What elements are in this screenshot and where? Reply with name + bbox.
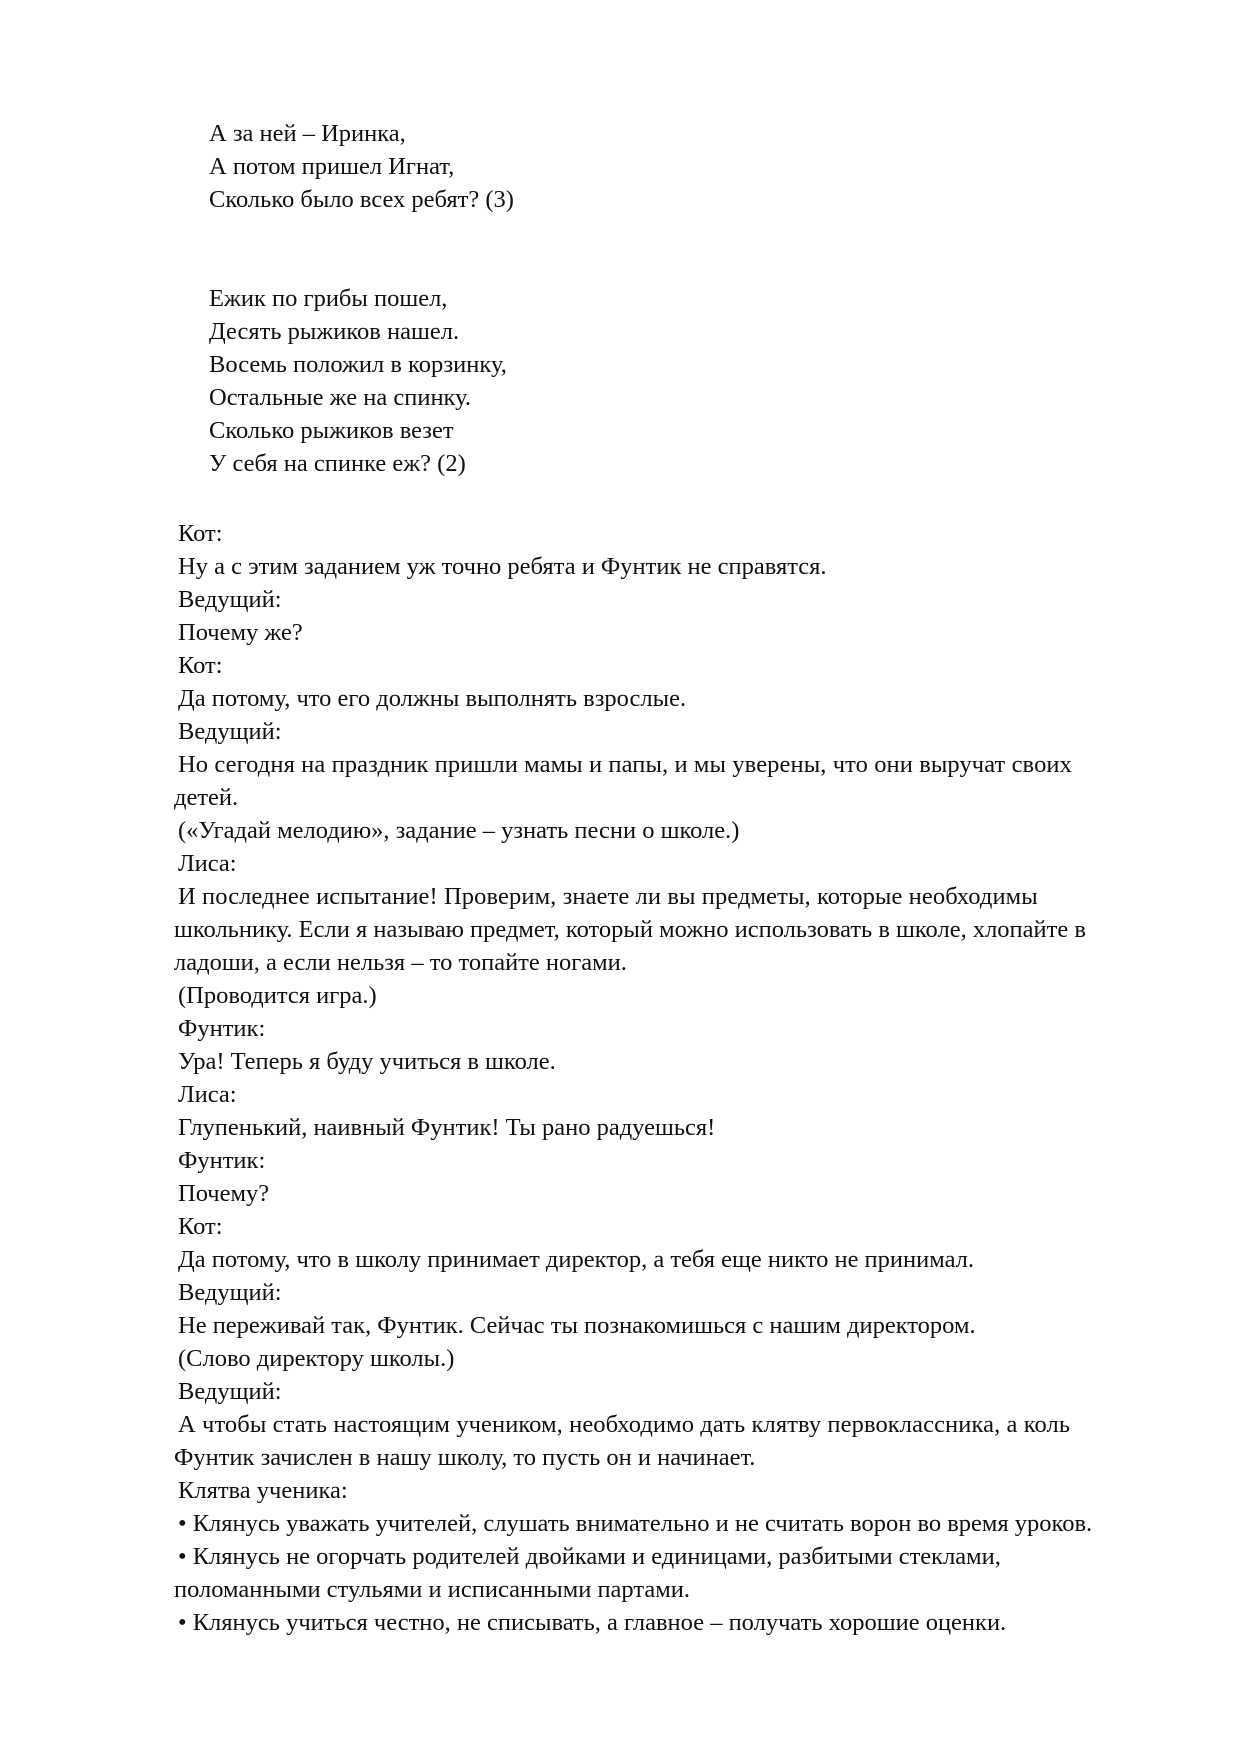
speaker-label: Лиса: bbox=[178, 850, 237, 877]
oath-item-continuation: поломанными стульями и исписанными партами. bbox=[174, 1576, 690, 1603]
verse-line: Ежик по грибы пошел, bbox=[209, 285, 448, 312]
dialogue-line: Ну а с этим заданием уж точно ребята и Фунтик не справятся. bbox=[178, 553, 827, 580]
verse-line: У себя на спинке еж? (2) bbox=[209, 450, 466, 477]
speaker-label: Кот: bbox=[178, 520, 223, 547]
dialogue-line: Почему же? bbox=[178, 619, 303, 646]
oath-title: Клятва ученика: bbox=[178, 1477, 348, 1504]
speaker-label: Фунтик: bbox=[178, 1147, 266, 1174]
dialogue-line: Глупенький, наивный Фунтик! Ты рано радуешься! bbox=[178, 1114, 716, 1141]
verse-line: Восемь положил в корзинку, bbox=[209, 351, 507, 378]
speaker-label: Лиса: bbox=[178, 1081, 237, 1108]
dialogue-line: Но сегодня на праздник пришли мамы и папы, и мы уверены, что они выручат своих bbox=[178, 751, 1072, 778]
speaker-label: Кот: bbox=[178, 1213, 223, 1240]
riddle-verse-2 bbox=[209, 282, 507, 480]
dialogue-line: Фунтик зачислен в нашу школу, то пусть он и начинает. bbox=[174, 1444, 756, 1471]
verse-line: А за ней – Иринка, bbox=[209, 120, 406, 147]
verse-line: Десять рыжиков нашел. bbox=[209, 318, 460, 345]
dialogue-line: Не переживай так, Фунтик. Сейчас ты познакомишься с нашим директором. bbox=[178, 1312, 976, 1339]
oath-item: • Клянусь учиться честно, не списывать, а главное – получать хорошие оценки. bbox=[178, 1609, 1007, 1636]
dialogue-line: детей. bbox=[174, 784, 239, 811]
riddle-verse-1 bbox=[209, 117, 514, 216]
verse-line: Сколько было всех ребят? (3) bbox=[209, 186, 514, 213]
speaker-label: Ведущий: bbox=[178, 1279, 282, 1306]
oath-item: • Клянусь уважать учителей, слушать внимательно и не считать ворон во время уроков. bbox=[178, 1510, 1093, 1537]
stage-direction: (Слово директору школы.) bbox=[178, 1345, 455, 1372]
speaker-label: Ведущий: bbox=[178, 586, 282, 613]
oath-item: • Клянусь не огорчать родителей двойками и единицами, разбитыми стеклами, bbox=[178, 1543, 1001, 1570]
speaker-label: Ведущий: bbox=[178, 1378, 282, 1405]
dialogue-line: Ура! Теперь я буду учиться в школе. bbox=[178, 1048, 556, 1075]
speaker-label: Фунтик: bbox=[178, 1015, 266, 1042]
verse-line: Остальные же на спинку. bbox=[209, 384, 472, 411]
dialogue-line: школьнику. Если я называю предмет, который можно использовать в школе, хлопайте в bbox=[174, 916, 1086, 943]
speaker-label: Кот: bbox=[178, 652, 223, 679]
dialogue-line: Почему? bbox=[178, 1180, 270, 1207]
dialogue-line: И последнее испытание! Проверим, знаете ли вы предметы, которые необходимы bbox=[178, 883, 1038, 910]
dialogue-line: Да потому, что его должны выполнять взрослые. bbox=[178, 685, 687, 712]
speaker-label: Ведущий: bbox=[178, 718, 282, 745]
stage-direction: (Проводится игра.) bbox=[178, 982, 377, 1009]
stage-direction: («Угадай мелодию», задание – узнать песни о школе.) bbox=[178, 817, 740, 844]
verse-line: А потом пришел Игнат, bbox=[209, 153, 455, 180]
dialogue-line: Да потому, что в школу принимает директор, а тебя еще никто не принимал. bbox=[178, 1246, 975, 1273]
dialogue-line: ладоши, а если нельзя – то топайте ногами. bbox=[174, 949, 627, 976]
verse-line: Сколько рыжиков везет bbox=[209, 417, 454, 444]
script-body bbox=[174, 517, 1138, 1639]
dialogue-line: А чтобы стать настоящим учеником, необходимо дать клятву первоклассника, а коль bbox=[178, 1411, 1071, 1438]
